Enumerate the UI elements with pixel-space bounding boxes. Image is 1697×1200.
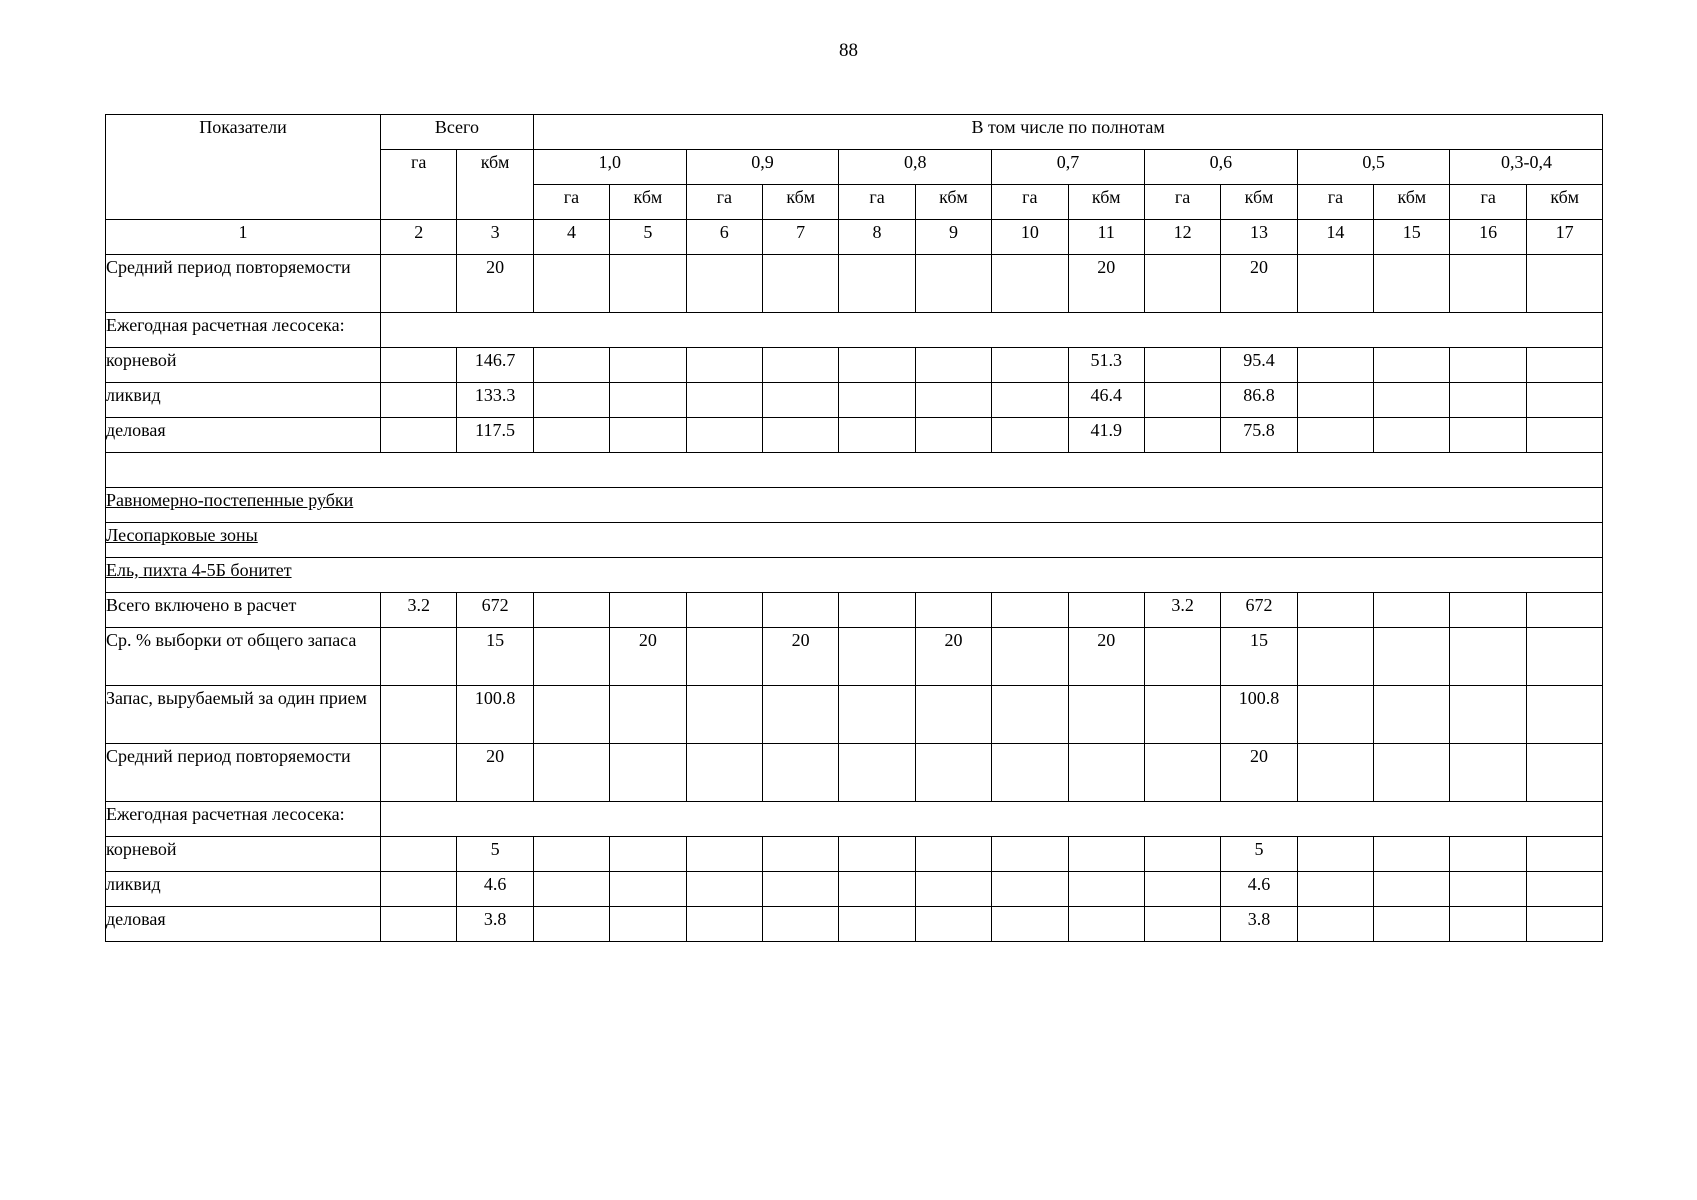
- table-cell: [1526, 348, 1603, 383]
- table-cell: 20: [915, 628, 991, 686]
- table-cell: [1374, 628, 1450, 686]
- table-cell: [1068, 593, 1144, 628]
- table-cell: [762, 686, 838, 744]
- header-indicators: Показатели: [106, 115, 381, 220]
- table-cell: [992, 628, 1068, 686]
- table-cell: [1374, 872, 1450, 907]
- table-cell: [992, 255, 1068, 313]
- table-cell: [1526, 418, 1603, 453]
- table-row: [106, 383, 1603, 418]
- table-cell: [1144, 418, 1220, 453]
- header-unit-ha: га: [686, 185, 762, 220]
- table-cell: [1374, 593, 1450, 628]
- table-cell: [381, 348, 457, 383]
- table-cell: [1144, 348, 1220, 383]
- table-cell: [762, 872, 838, 907]
- header-density: 0,3-0,4: [1450, 150, 1603, 185]
- table-cell: [533, 744, 609, 802]
- table-cell: [915, 593, 991, 628]
- table-cell: [839, 348, 915, 383]
- header-unit-ha: га: [1297, 185, 1373, 220]
- table-cell: [762, 593, 838, 628]
- table-cell: [533, 593, 609, 628]
- column-number: 14: [1297, 220, 1373, 255]
- table-cell: 15: [457, 628, 533, 686]
- column-number: 3: [457, 220, 533, 255]
- table-row: [106, 686, 1603, 744]
- table-cell: 146.7: [457, 348, 533, 383]
- column-number: 8: [839, 220, 915, 255]
- table-cell: [686, 837, 762, 872]
- merged-empty-cell: [381, 313, 1603, 348]
- table-cell: 4.6: [1221, 872, 1297, 907]
- table-cell: [992, 383, 1068, 418]
- table-cell: [610, 348, 686, 383]
- header-unit-m3: кбм: [1526, 185, 1603, 220]
- section-title: [106, 488, 1603, 523]
- table-cell: [686, 348, 762, 383]
- table-cell: [686, 418, 762, 453]
- table-cell: [1526, 872, 1603, 907]
- table-cell: [1144, 686, 1220, 744]
- table-cell: [610, 907, 686, 942]
- table-cell: [992, 348, 1068, 383]
- table-row: [106, 418, 1603, 453]
- table-cell: [992, 686, 1068, 744]
- table-cell: [1526, 628, 1603, 686]
- table-cell: 20: [1221, 744, 1297, 802]
- table-cell: [839, 628, 915, 686]
- table-cell: [533, 418, 609, 453]
- header-unit-m3: кбм: [762, 185, 838, 220]
- table-cell: [839, 593, 915, 628]
- table-cell: [1450, 744, 1526, 802]
- table-row: [106, 523, 1603, 558]
- table-cell: [1068, 872, 1144, 907]
- table-cell: [381, 255, 457, 313]
- table-cell: [915, 418, 991, 453]
- table-row: [106, 802, 1603, 837]
- column-number: 6: [686, 220, 762, 255]
- table-cell: 20: [1068, 255, 1144, 313]
- column-number: 9: [915, 220, 991, 255]
- table-cell: 3.2: [1144, 593, 1220, 628]
- table-cell: [381, 837, 457, 872]
- row-label: деловая: [106, 418, 381, 453]
- table-cell: [533, 837, 609, 872]
- table-cell: 133.3: [457, 383, 533, 418]
- table-cell: 20: [1221, 255, 1297, 313]
- table-cell: [839, 907, 915, 942]
- section-title: [106, 523, 1603, 558]
- header-total-ha: га: [381, 150, 457, 220]
- header-unit-m3: кбм: [1374, 185, 1450, 220]
- table-cell: [686, 907, 762, 942]
- table-cell: 672: [457, 593, 533, 628]
- table-cell: [915, 837, 991, 872]
- header-unit-m3: кбм: [1068, 185, 1144, 220]
- row-label: Ежегодная расчетная лесосека:: [106, 313, 381, 348]
- header-unit-m3: кбм: [915, 185, 991, 220]
- header-density: 0,8: [839, 150, 992, 185]
- table-cell: [1297, 348, 1373, 383]
- table-cell: [992, 872, 1068, 907]
- row-label: Средний период повторяемости: [106, 255, 381, 313]
- row-label: корневой: [106, 348, 381, 383]
- table-cell: [1144, 837, 1220, 872]
- page-number: 88: [839, 40, 858, 61]
- table-cell: [839, 744, 915, 802]
- table-cell: [915, 744, 991, 802]
- table-cell: 46.4: [1068, 383, 1144, 418]
- table-cell: 51.3: [1068, 348, 1144, 383]
- table-cell: [1144, 383, 1220, 418]
- table-cell: 75.8: [1221, 418, 1297, 453]
- merged-empty-cell: [381, 802, 1603, 837]
- column-number: 13: [1221, 220, 1297, 255]
- table-cell: [610, 383, 686, 418]
- header-unit-ha: га: [839, 185, 915, 220]
- table-cell: [1297, 907, 1373, 942]
- table-cell: [762, 837, 838, 872]
- table-cell: [381, 686, 457, 744]
- table-cell: [1374, 383, 1450, 418]
- table-cell: [839, 255, 915, 313]
- table-cell: [1068, 744, 1144, 802]
- table-cell: [1450, 872, 1526, 907]
- table-cell: [533, 907, 609, 942]
- table-cell: [915, 686, 991, 744]
- header-unit-ha: га: [533, 185, 609, 220]
- table-cell: [762, 418, 838, 453]
- table-cell: [915, 872, 991, 907]
- table-row: [106, 348, 1603, 383]
- column-number-row: [106, 220, 1603, 255]
- row-label: Ежегодная расчетная лесосека:: [106, 802, 381, 837]
- table-cell: [610, 872, 686, 907]
- row-label: ликвид: [106, 872, 381, 907]
- table-cell: [1374, 907, 1450, 942]
- table-cell: [762, 255, 838, 313]
- table-cell: [686, 872, 762, 907]
- table-cell: [1374, 418, 1450, 453]
- table-cell: 4.6: [457, 872, 533, 907]
- header-unit-ha: га: [1144, 185, 1220, 220]
- header-total: Всего: [381, 115, 534, 150]
- table-cell: [610, 744, 686, 802]
- table-cell: [1144, 907, 1220, 942]
- column-number: 16: [1450, 220, 1526, 255]
- blank-row-cell: [106, 453, 1603, 488]
- table-cell: [1450, 255, 1526, 313]
- table-cell: 41.9: [1068, 418, 1144, 453]
- table-cell: [1297, 872, 1373, 907]
- row-label: Запас, вырубаемый за один прием: [106, 686, 381, 744]
- table-cell: [1144, 872, 1220, 907]
- table-cell: 5: [1221, 837, 1297, 872]
- table-cell: [915, 383, 991, 418]
- table-cell: [1297, 255, 1373, 313]
- row-label: Всего включено в расчет: [106, 593, 381, 628]
- table-cell: [381, 744, 457, 802]
- table-row: [106, 453, 1603, 488]
- table-cell: [1526, 744, 1603, 802]
- row-label: корневой: [106, 837, 381, 872]
- header-unit-ha: га: [992, 185, 1068, 220]
- table-cell: [992, 593, 1068, 628]
- table-cell: [1297, 383, 1373, 418]
- row-label: деловая: [106, 907, 381, 942]
- table-cell: [1450, 837, 1526, 872]
- table-cell: 100.8: [1221, 686, 1297, 744]
- table-cell: [992, 418, 1068, 453]
- table-cell: [992, 744, 1068, 802]
- table-cell: 100.8: [457, 686, 533, 744]
- table-cell: [533, 383, 609, 418]
- table-cell: 3.8: [1221, 907, 1297, 942]
- table-row: [106, 488, 1603, 523]
- table-cell: [1450, 593, 1526, 628]
- header-row-1: [106, 115, 1603, 150]
- column-number: 10: [992, 220, 1068, 255]
- header-by-density: В том числе по полнотам: [533, 115, 1603, 150]
- table-row: [106, 313, 1603, 348]
- table-cell: [533, 255, 609, 313]
- table-cell: 3.8: [457, 907, 533, 942]
- header-density: 0,6: [1144, 150, 1297, 185]
- row-label: ликвид: [106, 383, 381, 418]
- section-title: [106, 558, 1603, 593]
- table-cell: [762, 744, 838, 802]
- table-cell: [1297, 593, 1373, 628]
- table-cell: [610, 255, 686, 313]
- table-cell: [1297, 744, 1373, 802]
- table-row: [106, 255, 1603, 313]
- table-cell: [1450, 348, 1526, 383]
- table-cell: 20: [610, 628, 686, 686]
- table-row: [106, 744, 1603, 802]
- table-cell: [1144, 744, 1220, 802]
- table-cell: [533, 872, 609, 907]
- header-density: 0,7: [992, 150, 1145, 185]
- table-row: [106, 593, 1603, 628]
- table-cell: [1526, 907, 1603, 942]
- table-cell: [610, 593, 686, 628]
- table-cell: [686, 744, 762, 802]
- header-density: 0,9: [686, 150, 839, 185]
- table-cell: [762, 907, 838, 942]
- table-cell: [1450, 418, 1526, 453]
- column-number: 12: [1144, 220, 1220, 255]
- table-cell: [1068, 837, 1144, 872]
- table-cell: [686, 255, 762, 313]
- header-unit-m3: кбм: [1221, 185, 1297, 220]
- row-label: Ср. % выборки от общего запаса: [106, 628, 381, 686]
- table-cell: [915, 907, 991, 942]
- table-cell: [1450, 686, 1526, 744]
- table-cell: [839, 837, 915, 872]
- table-cell: [992, 907, 1068, 942]
- table-cell: 20: [457, 255, 533, 313]
- table-cell: [839, 418, 915, 453]
- section-title-text: Равномерно-постепенные рубки: [106, 490, 354, 510]
- column-number: 11: [1068, 220, 1144, 255]
- header-total-m3: кбм: [457, 150, 533, 220]
- table-cell: [1450, 628, 1526, 686]
- column-number: 17: [1526, 220, 1603, 255]
- table-cell: [1526, 593, 1603, 628]
- table-cell: [839, 686, 915, 744]
- table-cell: 20: [1068, 628, 1144, 686]
- table-cell: [1450, 907, 1526, 942]
- table-cell: [686, 686, 762, 744]
- table-cell: [839, 872, 915, 907]
- table-cell: [381, 628, 457, 686]
- table-cell: [915, 255, 991, 313]
- table-row: [106, 907, 1603, 942]
- table-cell: 20: [762, 628, 838, 686]
- table-cell: [1450, 383, 1526, 418]
- table-cell: 20: [457, 744, 533, 802]
- table-cell: [1297, 686, 1373, 744]
- header-unit-ha: га: [1450, 185, 1526, 220]
- table-cell: [1374, 837, 1450, 872]
- table-cell: [381, 872, 457, 907]
- row-label: Средний период повторяемости: [106, 744, 381, 802]
- table-cell: [1526, 255, 1603, 313]
- header-density: 0,5: [1297, 150, 1450, 185]
- table-cell: [610, 837, 686, 872]
- table-cell: 672: [1221, 593, 1297, 628]
- section-title-text: Лесопарковые зоны: [106, 525, 258, 545]
- header-density: 1,0: [533, 150, 686, 185]
- table-cell: 3.2: [381, 593, 457, 628]
- table-cell: [1374, 744, 1450, 802]
- column-number: 5: [610, 220, 686, 255]
- table-cell: [1297, 418, 1373, 453]
- table-cell: [1144, 628, 1220, 686]
- table-cell: 5: [457, 837, 533, 872]
- table-cell: [1374, 348, 1450, 383]
- table-row: [106, 872, 1603, 907]
- allowable-cut-table: [105, 114, 1603, 942]
- table-cell: [533, 348, 609, 383]
- column-number: 7: [762, 220, 838, 255]
- table-cell: [762, 383, 838, 418]
- table-cell: [686, 593, 762, 628]
- table-row: [106, 628, 1603, 686]
- table-cell: [1068, 686, 1144, 744]
- table-row: [106, 558, 1603, 593]
- table-cell: 95.4: [1221, 348, 1297, 383]
- table-cell: [1374, 255, 1450, 313]
- table-cell: [1526, 383, 1603, 418]
- table-cell: [1144, 255, 1220, 313]
- table-cell: [915, 348, 991, 383]
- table-cell: [533, 628, 609, 686]
- table-cell: [686, 383, 762, 418]
- table-cell: 86.8: [1221, 383, 1297, 418]
- table-cell: [610, 686, 686, 744]
- table-cell: [610, 418, 686, 453]
- table-cell: [1374, 686, 1450, 744]
- table-cell: [992, 837, 1068, 872]
- table-cell: [1297, 628, 1373, 686]
- column-number: 4: [533, 220, 609, 255]
- table-cell: [686, 628, 762, 686]
- table-cell: 117.5: [457, 418, 533, 453]
- column-number: 1: [106, 220, 381, 255]
- table-cell: [533, 686, 609, 744]
- table-cell: [1526, 837, 1603, 872]
- table-cell: [1068, 907, 1144, 942]
- table-cell: [381, 418, 457, 453]
- column-number: 2: [381, 220, 457, 255]
- table-cell: [839, 383, 915, 418]
- table-cell: [762, 348, 838, 383]
- table-cell: [1526, 686, 1603, 744]
- table-cell: [381, 907, 457, 942]
- section-title-text: Ель, пихта 4-5Б бонитет: [106, 560, 292, 580]
- table-cell: [1297, 837, 1373, 872]
- table-row: [106, 837, 1603, 872]
- header-unit-m3: кбм: [610, 185, 686, 220]
- column-number: 15: [1374, 220, 1450, 255]
- table-cell: [381, 383, 457, 418]
- table-cell: 15: [1221, 628, 1297, 686]
